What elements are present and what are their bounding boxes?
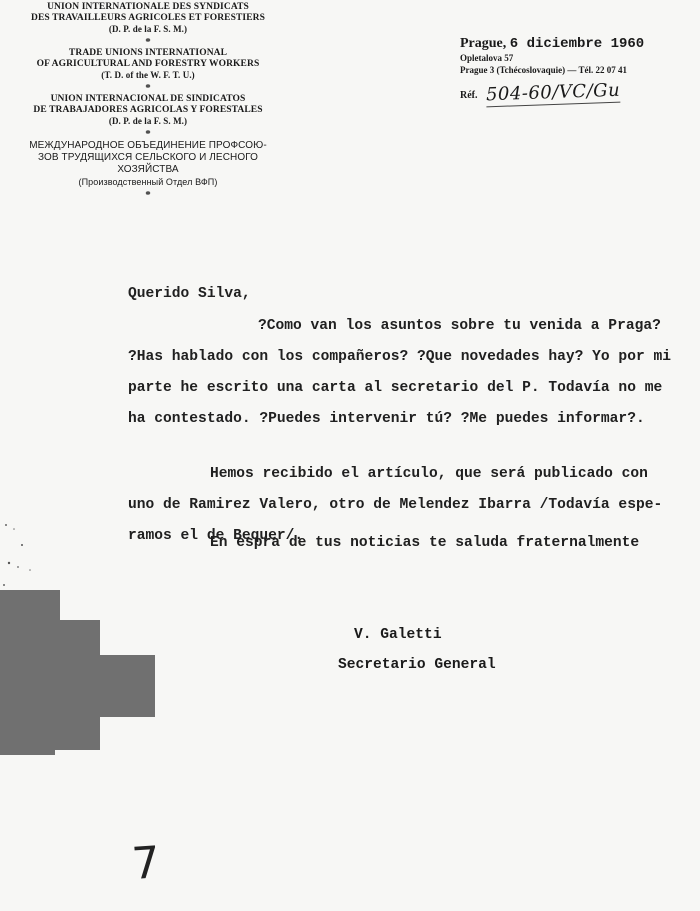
letterhead (8, 2, 288, 201)
street-address: Opletalova 57 (460, 53, 514, 63)
letterhead-line: ЗОВ ТРУДЯЩИХСЯ СЕЛЬСКОГО И ЛЕСНОГО (37, 152, 259, 163)
letterhead-line: ХОЗЯЙСТВА (117, 164, 179, 175)
text-line: ?Has hablado con los compañeros? ?Que novedades hay? Yo por mi (128, 349, 671, 365)
paragraph-3 (128, 528, 698, 559)
text-line: Hemos recibido el artículo, que será publicado con (210, 466, 648, 482)
salutation: Querido Silva, (128, 286, 251, 302)
letterhead-line: DE TRABAJADORES AGRICOLAS Y FORESTALES (33, 105, 263, 115)
letterhead-line: DES TRAVAILLEURS AGRICOLES ET FORESTIERS (30, 13, 266, 23)
letterhead-spanish (8, 94, 288, 127)
letterhead-line: МЕЖДУНАРОДНОЕ ОБЪЕДИНЕНИЕ ПРОФСОЮ- (29, 140, 267, 151)
reference-label: Réf. (460, 90, 478, 101)
text-line: En espra de tus noticias te saluda fraternalmente (210, 535, 640, 551)
redaction-block (0, 590, 60, 750)
letterhead-line: OF AGRICULTURAL AND FORESTRY WORKERS (36, 59, 260, 69)
page-number: 7 (130, 837, 162, 890)
star-separator: * (145, 128, 151, 140)
signature-block (338, 620, 496, 680)
date-line (460, 36, 700, 52)
city-phone-line: Prague 3 (Tchécoslovaquie) — Tél. 22 07 41 (460, 65, 627, 75)
text-line: uno de Ramirez Valero, otro de Melendez Ibarra /Todavía espe- (128, 497, 663, 513)
text-line: ?Como van los asuntos sobre tu venida a Praga? (258, 318, 661, 334)
letterhead-english (8, 48, 288, 81)
paragraph-1 (128, 311, 698, 435)
letterhead-sub: (Производственный Отдел ВФП) (78, 177, 218, 187)
letterhead-line: UNION INTERNACIONAL DE SINDICATOS (50, 94, 246, 104)
letterhead-sub: (D. P. de la F. S. M.) (108, 24, 188, 34)
text-line: parte he escrito una carta al secretario del P. Todavía no me (128, 380, 663, 396)
letterhead-sub: (T. D. of the W. F. T. U.) (101, 70, 195, 80)
letter-date: 6 diciembre 1960 (509, 36, 645, 52)
redaction-block (0, 745, 55, 755)
star-separator: * (145, 36, 151, 48)
text-line: ha contestado. ?Puedes intervenir tú? ?Me puedes informar?. (128, 411, 645, 427)
redaction-block (95, 655, 155, 717)
redaction-block (55, 620, 100, 750)
star-separator: * (145, 189, 151, 201)
city-label: Prague, (460, 36, 507, 51)
reference-line (460, 79, 700, 106)
letterhead-line: UNION INTERNATIONALE DES SYNDICATS (47, 2, 249, 12)
letterhead-french (8, 2, 288, 35)
reference-number: 504-60/VC/Gu (485, 79, 621, 106)
star-separator: * (145, 82, 151, 94)
signatory-name: V. Galetti (354, 627, 442, 643)
text-line: ramos el de Bequer/. (128, 528, 304, 544)
letterhead-russian (8, 140, 288, 188)
address-block (460, 36, 700, 105)
scan-noise (0, 515, 40, 605)
signatory-title: Secretario General (338, 657, 496, 673)
letterhead-line: TRADE UNIONS INTERNATIONAL (68, 48, 228, 58)
letterhead-sub: (D. P. de la F. S. M.) (108, 116, 188, 126)
